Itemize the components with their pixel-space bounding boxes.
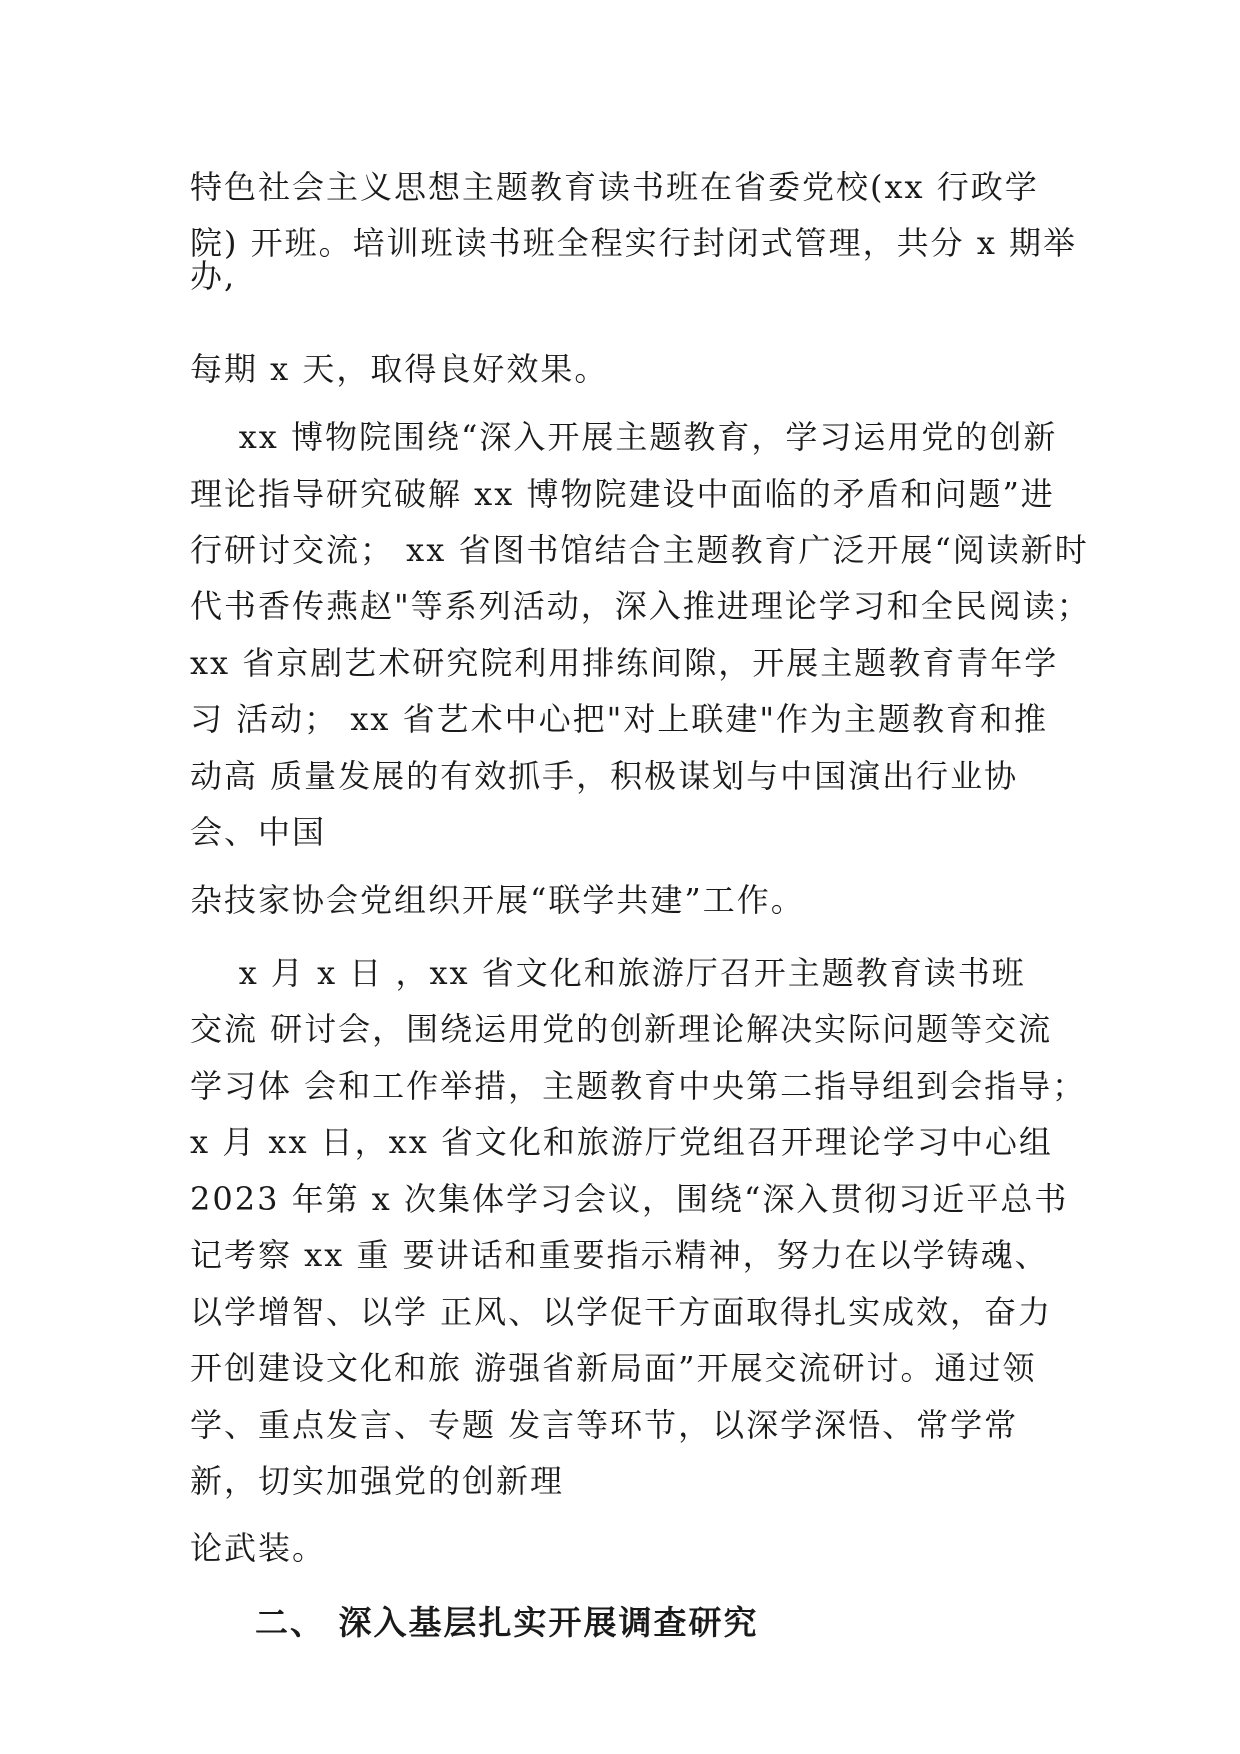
text-line: 学习体 会和工作举措，主题教育中央第二指导组到会指导； [190, 1067, 1087, 1105]
text-line: xx 博物院围绕“深入开展主题教育，学习运用党的创新 [190, 418, 1058, 456]
text-line: x 月 x 日 ，xx 省文化和旅游厅召开主题教育读书班 [190, 954, 1026, 992]
text-line: 理论指导研究破解 xx 博物院建设中面临的矛盾和问题”进 [190, 475, 1055, 513]
text-line: 交流 研讨会，围绕运用党的创新理论解决实际问题等交流 [190, 1010, 1053, 1048]
text-line: xx 省京剧艺术研究院利用排练间隙，开展主题教育青年学 [190, 644, 1059, 682]
text-line: 办, [190, 257, 237, 295]
text-line: 记考察 xx 重 要讲话和重要指示精神，努力在以学铸魂、 [190, 1236, 1049, 1274]
text-line: 动高 质量发展的有效抓手，积极谋划与中国演出行业协 [190, 757, 1019, 795]
text-line: 行研讨交流； xx 省图书馆结合主题教育广泛开展“阅读新时 [190, 531, 1089, 569]
text-line: 代书香传燕赵"等系列活动，深入推进理论学习和全民阅读； [190, 587, 1091, 625]
text-line: 2023 年第 x 次集体学习会议，围绕“深入贯彻习近平总书 [190, 1180, 1069, 1218]
text-line: 特色社会主义思想主题教育读书班在省委党校(xx 行政学 [190, 168, 1039, 206]
text-line: 学、重点发言、专题 发言等环节，以深学深悟、常学常 [190, 1406, 1019, 1444]
text-line: 院) 开班。培训班读书班全程实行封闭式管理，共分 x 期举 [190, 224, 1078, 262]
text-line: 杂技家协会党组织开展“联学共建”工作。 [190, 881, 805, 919]
text-line: 新，切实加强党的创新理 [190, 1462, 565, 1500]
text-line: 以学增智、以学 正风、以学促干方面取得扎实成效，奋力 [190, 1293, 1053, 1331]
text-line: 论武装。 [190, 1529, 327, 1567]
text-line: 每期 x 天，取得良好效果。 [190, 350, 609, 388]
text-line: 开创建设文化和旅 游强省新局面”开展交流研讨。通过领 [190, 1349, 1037, 1387]
text-line: 习 活动； xx 省艺术中心把"对上联建"作为主题教育和推 [190, 700, 1049, 738]
section-heading: 二、 深入基层扎实开展调查研究 [255, 1603, 759, 1642]
text-line: x 月 xx 日，xx 省文化和旅游厅党组召开理论学习中心组 [190, 1123, 1053, 1161]
text-line: 会、中国 [190, 813, 327, 851]
